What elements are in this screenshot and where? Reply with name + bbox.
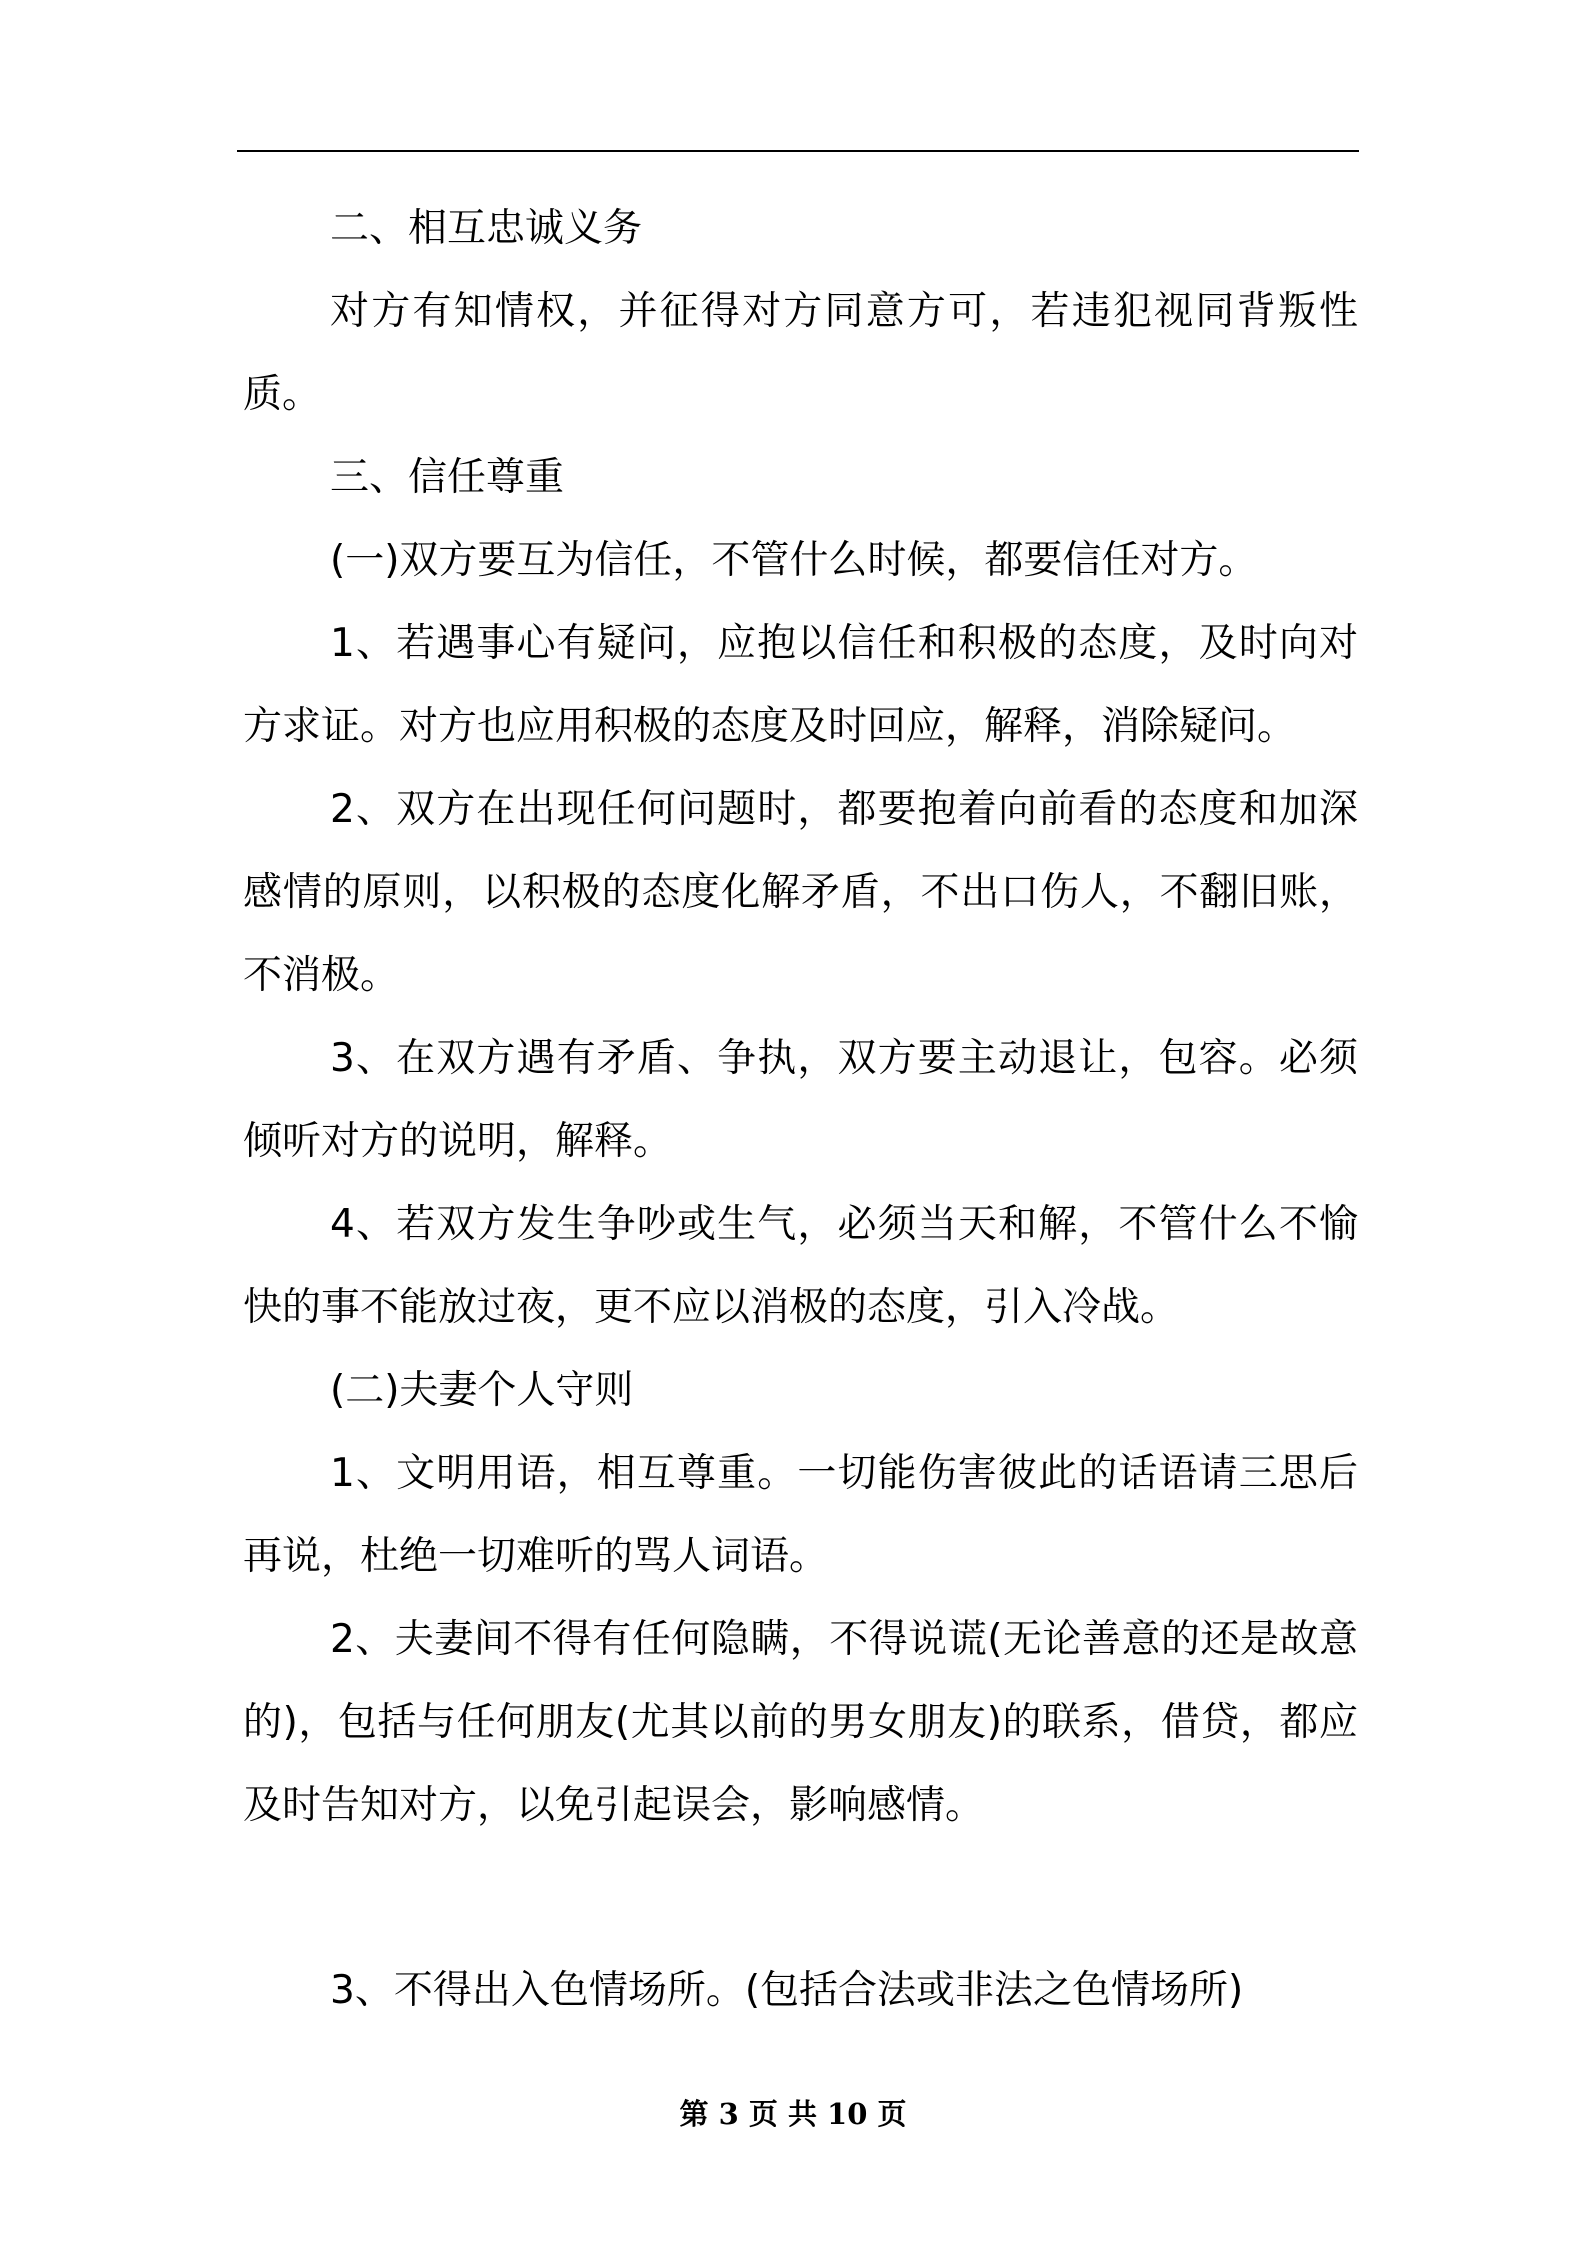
heading-section-2: 二、相互忠诚义务 (330, 206, 643, 251)
paragraph: 3、在双方遇有矛盾、争执，双方要主动退让，包容。必须倾听对方的说明，解释。 (243, 1036, 1358, 1164)
paragraph: 对方有知情权，并征得对方同意方可，若违犯视同背叛性质。 (243, 289, 1358, 417)
document-body (243, 187, 1358, 1847)
paragraph: 1、若遇事心有疑问，应抱以信任和积极的态度，及时向对方求证。对方也应用积极的态度及时回应，解释，消除疑问。 (243, 621, 1358, 749)
subheading-2: (二)夫妻个人守则 (330, 1368, 634, 1413)
paragraph: 1、文明用语，相互尊重。一切能伤害彼此的话语请三思后再说，杜绝一切难听的骂人词语。 (243, 1451, 1358, 1579)
header-rule (237, 150, 1359, 152)
paragraph: 2、双方在出现任何问题时，都要抱着向前看的态度和加深感情的原则，以积极的态度化解矛盾，不出口伤人，不翻旧账，不消极。 (243, 787, 1358, 998)
page-number: 第 3 页 共 10 页 (679, 2097, 907, 2131)
paragraph-last: 3、不得出入色情场所。(包括合法或非法之色情场所) (330, 1968, 1244, 2013)
heading-section-3: 三、信任尊重 (330, 455, 565, 500)
subheading-1: (一)双方要互为信任，不管什么时候，都要信任对方。 (330, 538, 1258, 583)
paragraph: 4、若双方发生争吵或生气，必须当天和解，不管什么不愉快的事不能放过夜，更不应以消极的态度，引入冷战。 (243, 1202, 1358, 1330)
paragraph: 2、夫妻间不得有任何隐瞒，不得说谎(无论善意的还是故意的)，包括与任何朋友(尤其以前的男女朋友)的联系，借贷，都应及时告知对方，以免引起误会，影响感情。 (243, 1617, 1358, 1828)
